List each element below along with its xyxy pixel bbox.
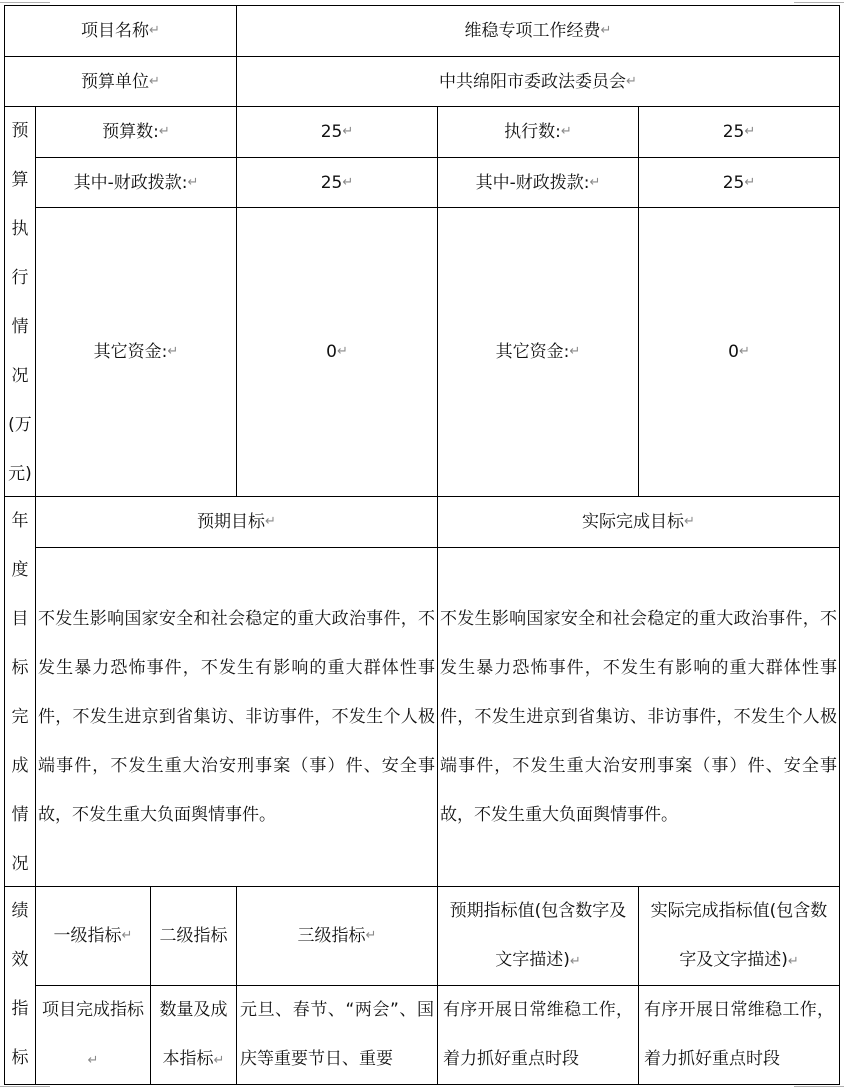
- expected-value-header: 预期指标值(包含数字及文字描述)↵: [449, 900, 627, 970]
- fiscal-allocation-label: 其中-财政拨款: ↵: [73, 172, 199, 193]
- budget-unit-label: 预算单位 ↵: [81, 71, 160, 92]
- fiscal-execution-value: 25 ↵: [722, 172, 756, 193]
- level1-indicator-header: 一级指标 ↵: [53, 926, 133, 946]
- budget-execution-side-label: 预 算 执 行 情 况 (万 元): [8, 121, 32, 484]
- project-completion-indicator: 项目完成指标↵: [42, 1000, 144, 1068]
- actual-value-header: 实际完成指标值(包含数字及文字描述)↵: [650, 900, 828, 970]
- fiscal-execution-label: 其中-财政拨款: ↵: [475, 172, 601, 193]
- crop-mark: [794, 1086, 844, 1087]
- other-funds-value: 0 ↵: [326, 342, 348, 362]
- crop-mark: [0, 2, 50, 3]
- other-funds-execution-label: 其它资金: ↵: [495, 342, 581, 362]
- fiscal-allocation-value: 25 ↵: [320, 172, 354, 193]
- actual-value-text: 有序开展日常维稳工作，着力抓好重点时段: [644, 1000, 834, 1069]
- actual-target-text: 不发生影响国家安全和社会稳定的重大政治事件，不发生暴力恐怖事件，不发生有影响的重大群体性事件，不发生进京到省集访、非访事件，不发生个人极端事件，不发生重大治安刑事案（事）件、安全事故，不发生重大负面舆情事件。: [440, 608, 837, 825]
- execution-amount-value: 25 ↵: [722, 122, 756, 142]
- expected-target-header: 预期目标 ↵: [197, 512, 276, 532]
- other-funds-execution-value: 0 ↵: [728, 342, 750, 362]
- crop-mark: [794, 2, 844, 3]
- annual-target-side-label: 年 度 目 标 完 成 情 况: [11, 511, 29, 874]
- quantity-cost-indicator: 数量及成本指标↵: [159, 1000, 228, 1069]
- budget-amount-value: 25 ↵: [320, 122, 354, 142]
- level3-indicator-header: 三级指标 ↵: [297, 926, 377, 946]
- expected-target-text: 不发生影响国家安全和社会稳定的重大政治事件，不发生暴力恐怖事件，不发生有影响的重大群体性事件，不发生进京到省集访、非访事件，不发生个人极端事件，不发生重大治安刑事案（事）件、安全事故，不发生重大负面舆情事件。: [38, 608, 435, 825]
- execution-amount-label: 执行数: ↵: [504, 122, 572, 142]
- performance-side-label: 绩 效 指 标: [11, 901, 29, 1068]
- expected-value-text: 有序开展日常维稳工作，着力抓好重点时段: [443, 1000, 633, 1069]
- actual-target-header: 实际完成目标 ↵: [582, 512, 695, 532]
- level3-indicator-text: 元旦、春节、“两会”、国庆等重要节日、重要: [240, 1000, 434, 1069]
- level2-indicator-header: 二级指标: [159, 926, 228, 946]
- project-name-value: 维稳专项工作经费 ↵: [464, 21, 612, 41]
- budget-unit-value: 中共绵阳市委政法委员会 ↵: [439, 71, 637, 92]
- rule: [839, 5, 840, 1085]
- budget-amount-label: 预算数: ↵: [102, 122, 170, 142]
- crop-mark: [0, 1086, 50, 1087]
- other-funds-label: 其它资金: ↵: [93, 342, 179, 362]
- project-name-label: 项目名称 ↵: [81, 21, 160, 41]
